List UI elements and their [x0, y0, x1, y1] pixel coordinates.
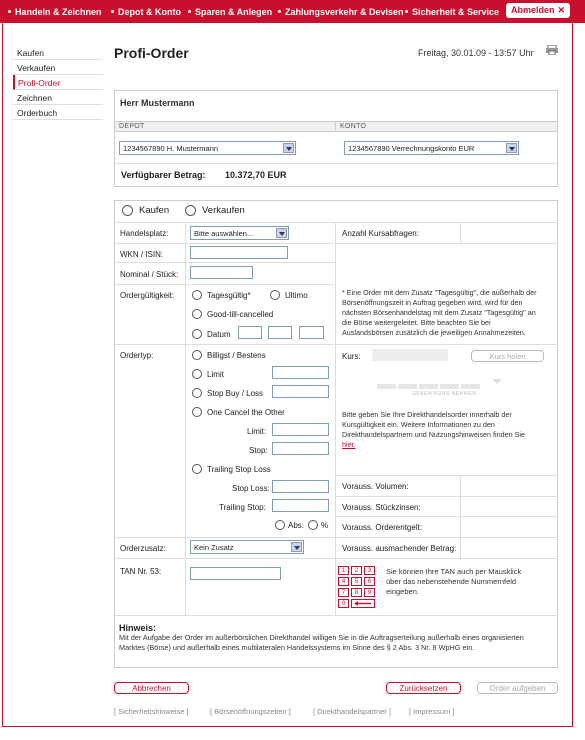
gauge-segment — [419, 384, 438, 389]
gauge-segment — [377, 384, 396, 389]
tan-key-7[interactable]: 7 — [338, 588, 349, 597]
footer-link-direkthandel[interactable]: [ Direkthandelspartner ] — [313, 707, 391, 716]
date-month-input[interactable] — [268, 326, 292, 339]
depot-value: 1234567890 H. Mustermann — [123, 144, 219, 153]
tan-backspace-button[interactable] — [351, 599, 375, 608]
stop-input[interactable] — [272, 385, 329, 398]
entgelt-label: Vorauss. Orderentgelt: — [342, 523, 423, 532]
tan-input[interactable] — [190, 567, 281, 580]
type-trailing-label: Trailing Stop Loss — [207, 465, 271, 474]
kurs-label: Kurs: — [342, 352, 361, 361]
zusatz-label: Orderzusatz: — [120, 544, 166, 553]
tan-key-6[interactable]: 6 — [364, 577, 375, 586]
date-time: Freitag, 30.01.09 - 13:57 Uhr — [418, 48, 534, 58]
date-day-input[interactable] — [238, 326, 262, 339]
direct-link[interactable]: hier. — [342, 440, 356, 449]
backspace-arrow-icon — [353, 600, 373, 607]
footer-link-impressum[interactable]: [ Impressum ] — [409, 707, 455, 716]
type-trailing-radio[interactable] — [192, 464, 202, 474]
hinweis-text: Mit der Aufgabe der Order im außerbörslichen Direkthandel willigen Sie in die Auftragserteilung außerhalb eines organisierten Marktes (Börse) und außerhalb eines multilateralen Handelssystems im Sinne des § 2 Abs. 3 Nr. 8 WpHG ein. — [119, 633, 524, 652]
account-panel — [114, 90, 558, 187]
chevron-down-icon — [291, 542, 302, 552]
depot-header: DEPOT — [115, 121, 335, 132]
zusatz-value: Kein Zusatz — [194, 543, 234, 552]
hinweis-title: Hinweis: — [119, 623, 157, 633]
depot-select[interactable] — [119, 141, 296, 155]
betrag-label: Vorauss. ausmachender Betrag: — [342, 544, 457, 553]
konto-select[interactable] — [344, 141, 519, 155]
type-limit-radio[interactable] — [192, 369, 202, 379]
sidebar-item-orderbuch[interactable]: Orderbuch — [13, 105, 103, 120]
type-limit-label: Limit — [207, 370, 224, 379]
nav-label: Sicherheit & Service — [412, 7, 500, 17]
tan-key-1[interactable]: 1 — [338, 566, 349, 575]
chevron-down-icon — [276, 228, 287, 238]
wkn-input[interactable] — [190, 246, 288, 259]
nav-label: Depot & Konto — [118, 7, 181, 17]
buy-radio[interactable] — [122, 205, 133, 216]
stop-loss-label: Stop Loss: — [232, 484, 270, 493]
direct-note — [342, 410, 540, 450]
handelsplatz-value: Bitte auswählen... — [194, 229, 254, 238]
anzahl-label: Anzahl Kursabfragen: — [342, 229, 419, 238]
oco-limit-input[interactable] — [272, 423, 329, 436]
tan-key-3[interactable]: 3 — [364, 566, 375, 575]
page-title: Profi-Order — [114, 45, 189, 61]
zusatz-select[interactable] — [190, 540, 304, 554]
reset-button[interactable]: Zurücksetzen — [386, 682, 461, 694]
trailing-stop-label: Trailing Stop: — [219, 503, 266, 512]
tan-key-0[interactable]: 0 — [338, 599, 349, 608]
type-billigst-label: Billigst / Bestens — [207, 351, 266, 360]
type-stop-radio[interactable] — [192, 388, 202, 398]
sidebar-item-kaufen[interactable]: Kaufen — [13, 45, 103, 60]
type-oco-radio[interactable] — [192, 407, 202, 417]
tan-key-5[interactable]: 5 — [351, 577, 362, 586]
close-icon: ✕ — [557, 5, 566, 15]
chevron-down-icon — [506, 143, 517, 153]
wkn-label: WKN / ISIN: — [120, 250, 164, 259]
sell-radio[interactable] — [185, 205, 196, 216]
validity-gtc-label: Good-till-cancelled — [207, 310, 274, 319]
abs-radio[interactable] — [275, 520, 285, 530]
ordertyp-label: Ordertyp: — [120, 351, 154, 360]
gauge-labels: GEBEN KURS NEHMEN — [412, 391, 477, 397]
trailing-stop-input[interactable] — [272, 499, 329, 512]
buy-label: Kaufen — [139, 205, 170, 216]
gauge-segment — [461, 384, 480, 389]
limit-input[interactable] — [272, 366, 329, 379]
direct-note-text: Bitte geben Sie Ihre Direkthandelsorder innerhalb der Kursgültigkeit ein. Weitere Informationen zu den Direkthandelspartnern und Nutzungshinweisen finden Sie — [342, 410, 525, 439]
stop-loss-input[interactable] — [272, 480, 329, 493]
validity-datum-radio[interactable] — [192, 329, 202, 339]
handelsplatz-label: Handelsplatz: — [120, 229, 169, 238]
pct-label: % — [321, 521, 329, 530]
validity-datum-label: Datum — [207, 330, 231, 339]
validity-gtc-radio[interactable] — [192, 309, 202, 319]
submit-order-button[interactable]: Order aufgeben — [477, 682, 558, 694]
tan-key-4[interactable]: 4 — [338, 577, 349, 586]
gauge-marker-icon — [492, 379, 502, 384]
user-name: Herr Mustermann — [120, 98, 195, 108]
abs-label: Abs. — [288, 521, 305, 530]
validity-tag-label: Tagesgültig* — [207, 291, 251, 300]
available-label: Verfügbarer Betrag: — [121, 170, 206, 180]
nav-label: Zahlungsverkehr & Devisen — [285, 7, 404, 17]
cancel-button[interactable]: Abbrechen — [114, 682, 189, 694]
oco-limit-label: Limit: — [247, 427, 267, 436]
date-year-input[interactable] — [299, 326, 324, 339]
logout-label: Abmelden — [511, 5, 555, 15]
nav-label: Handeln & Zeichnen — [15, 7, 102, 17]
pct-radio[interactable] — [308, 520, 318, 530]
footer-link-sicherheit[interactable]: [ Sicherheitshinweise ] — [114, 707, 189, 716]
sidebar — [13, 45, 103, 120]
validity-ultimo-label: Ultimo — [285, 291, 308, 300]
tan-key-8[interactable]: 8 — [351, 588, 362, 597]
sidebar-item-profi-order[interactable]: Profi-Order — [13, 75, 103, 90]
type-stop-label: Stop Buy / Loss — [207, 389, 264, 398]
stueckzinsen-label: Vorauss. Stückzinsen: — [342, 503, 421, 512]
gauge-segment — [440, 384, 459, 389]
oco-stop-label: Stop: — [249, 446, 268, 455]
type-oco-label: One Cancel the Other — [207, 408, 285, 417]
kurs-display — [372, 349, 448, 361]
kurs-holen-button[interactable]: Kurs holen — [471, 350, 544, 362]
gauge-segment — [398, 384, 417, 389]
print-icon[interactable] — [546, 45, 558, 55]
validity-label: Ordergültigkeit: — [120, 291, 175, 300]
nav-label: Sparen & Anlegen — [195, 7, 273, 17]
chevron-down-icon — [283, 143, 294, 153]
validity-ultimo-radio[interactable] — [270, 290, 280, 300]
validity-tag-radio[interactable] — [192, 290, 202, 300]
nominal-label: Nominal / Stück: — [120, 270, 179, 279]
handelsplatz-select[interactable] — [190, 226, 289, 240]
konto-header: KONTO — [335, 121, 557, 132]
oco-stop-input[interactable] — [272, 442, 329, 455]
volumen-label: Vorauss. Volumen: — [342, 482, 409, 491]
sidebar-item-zeichnen[interactable]: Zeichnen — [13, 90, 103, 105]
sell-label: Verkaufen — [202, 205, 245, 216]
footer-link-oeffnungszeiten[interactable]: [ Börsenöffnungszeiten ] — [210, 707, 291, 716]
konto-value: 1234567890 Verrechnungskonto EUR — [348, 144, 475, 153]
tan-key-2[interactable]: 2 — [351, 566, 362, 575]
tan-note: Sie können Ihre TAN auch per Mausklick über das nebenstehende Nummernfeld eingeben. — [386, 567, 522, 596]
type-billigst-radio[interactable] — [192, 350, 202, 360]
validity-note: * Eine Order mit dem Zusatz "Tagesgültig", die außerhalb der Börsenöffnungszeit in Auftrag gegeben wird, wird für den nächsten Börsenhandelstag mit dem Zusatz "Tagesgültig" an die Börse weitergeleitet. Bitte beachten Sie bei Auslandsbörsen zusätzlich die jeweiligen Annahmezeiten. — [342, 288, 537, 337]
available-value: 10.372,70 EUR — [225, 170, 287, 180]
nominal-input[interactable] — [190, 266, 253, 279]
tan-key-9[interactable]: 9 — [364, 588, 375, 597]
tan-label: TAN Nr. 53: — [120, 567, 162, 576]
sidebar-item-verkaufen[interactable]: Verkaufen — [13, 60, 103, 75]
